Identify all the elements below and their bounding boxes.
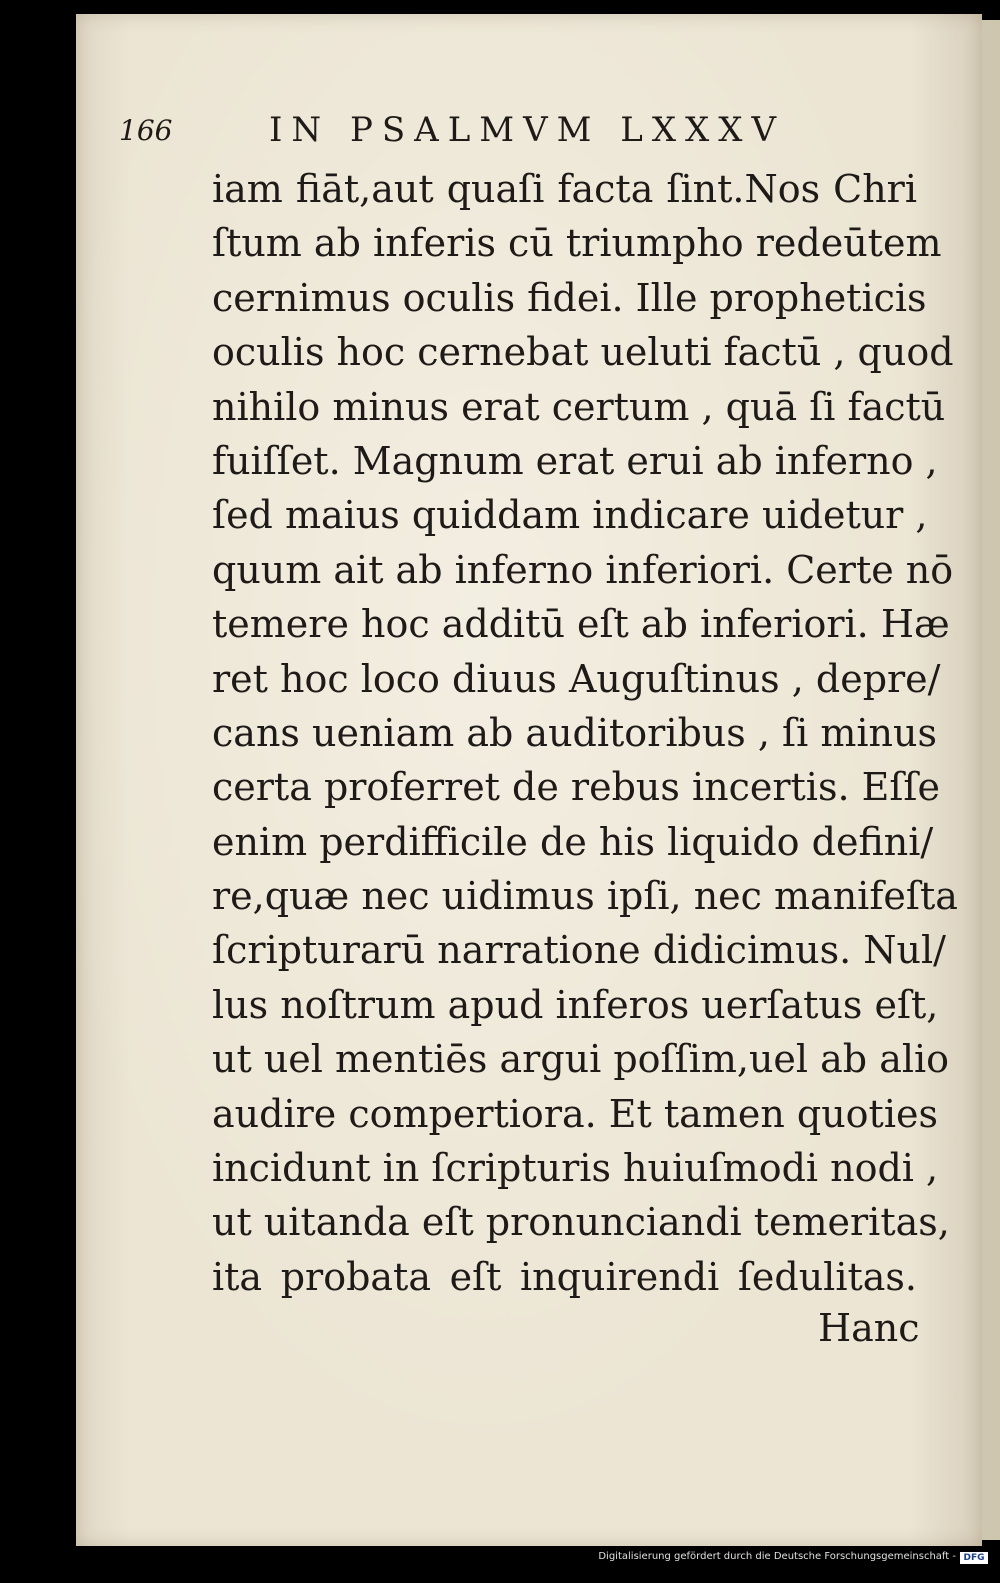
text-line: ret hoc loco diuus Auguſtinus , depre/: [212, 656, 941, 701]
text-line: ut uel mentiēs argui poſſim,uel ab alio: [212, 1037, 950, 1082]
running-title: IN PSALMVM LXXXV: [269, 110, 786, 150]
text-line: re,quæ nec uidimus ipſi, nec manifeſta: [212, 874, 958, 919]
text-line: enim perdifficile de his liquido defini/: [212, 819, 934, 864]
text-line: ſed maius quiddam indicare uidetur ,: [212, 493, 928, 538]
text-line: nihilo minus erat certum , quā ſi factū: [212, 384, 946, 429]
text-line: oculis hoc cernebat ueluti factū , quod: [212, 330, 954, 375]
dfg-logo-icon: DFG: [960, 1552, 988, 1564]
text-line: certa proferret de rebus incertis. Eſſe: [212, 765, 940, 810]
text-line: quum ait ab inferno inferiori. Certe nō: [212, 547, 954, 592]
text-line: incidunt in ſcripturis huiuſmodi nodi ,: [212, 1146, 939, 1191]
text-line: cernimus oculis fidei. Ille propheticis: [212, 275, 927, 320]
folio-number: 166: [119, 114, 173, 147]
text-line: ut uitanda eſt pronunciandi temeritas,: [212, 1200, 950, 1245]
catchword: Hanc: [818, 1306, 920, 1350]
text-line: lus noſtrum apud inferos uerſatus eſt,: [212, 982, 939, 1027]
text-line: audire compertiora. Et tamen quoties: [212, 1091, 938, 1136]
text-line: temere hoc additū eſt ab inferiori. Hæ: [212, 602, 950, 647]
text-line: ita probata eſt inquirendi ſedulitas.: [212, 1254, 917, 1299]
text-line: cans ueniam ab auditoribus , ſi minus: [212, 710, 937, 755]
text-line: fuiſſet. Magnum erat erui ab inferno ,: [212, 438, 938, 483]
funding-credit: Digitalisierung gefördert durch die Deutsche Forschungsgemeinschaft -: [598, 1551, 956, 1562]
page-header: [119, 110, 879, 154]
page-edge: [982, 20, 1000, 1540]
text-line: iam fiāt,aut quaſi facta ſint.Nos Chri: [212, 167, 917, 211]
text-line: ſtum ab inferis cū triumpho redeūtem: [212, 221, 942, 266]
body-text: [212, 162, 958, 1304]
text-line: ſcripturarū narratione didicimus. Nul/: [212, 928, 946, 973]
